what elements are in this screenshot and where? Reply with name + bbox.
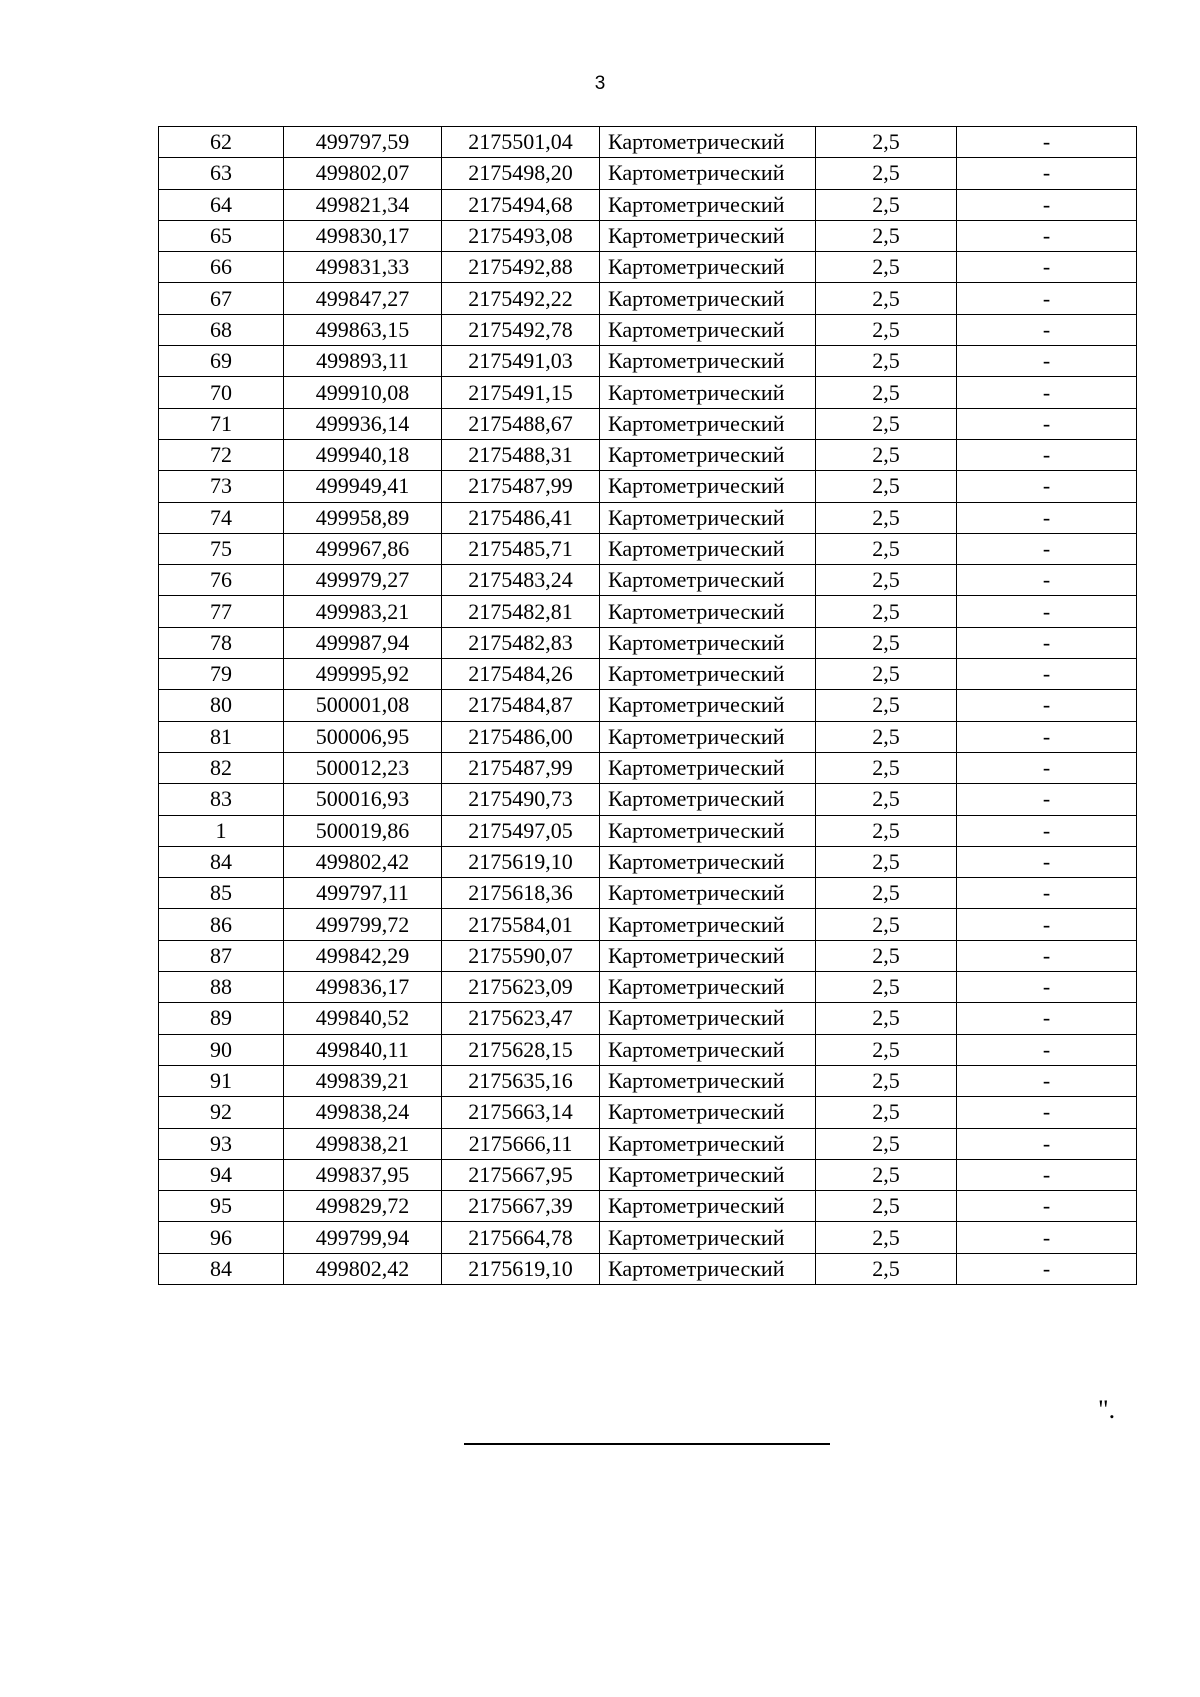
x-coordinate-cell: 499983,21 (284, 596, 442, 627)
method-cell: Картометрический (600, 252, 816, 283)
description-cell: - (957, 721, 1137, 752)
description-cell: - (957, 690, 1137, 721)
point-number-cell: 91 (159, 1065, 284, 1096)
y-coordinate-cell: 2175618,36 (442, 878, 600, 909)
x-coordinate-cell: 499949,41 (284, 471, 442, 502)
y-coordinate-cell: 2175482,81 (442, 596, 600, 627)
method-cell: Картометрический (600, 846, 816, 877)
description-cell: - (957, 346, 1137, 377)
x-coordinate-cell: 500012,23 (284, 752, 442, 783)
y-coordinate-cell: 2175488,31 (442, 439, 600, 470)
point-number-cell: 88 (159, 972, 284, 1003)
point-number-cell: 79 (159, 659, 284, 690)
point-number-cell: 84 (159, 846, 284, 877)
x-coordinate-cell: 500016,93 (284, 784, 442, 815)
table-row (159, 846, 1137, 877)
description-cell: - (957, 283, 1137, 314)
table-row (159, 815, 1137, 846)
accuracy-cell: 2,5 (816, 252, 957, 283)
accuracy-cell: 2,5 (816, 815, 957, 846)
y-coordinate-cell: 2175484,87 (442, 690, 600, 721)
y-coordinate-cell: 2175484,26 (442, 659, 600, 690)
accuracy-cell: 2,5 (816, 1191, 957, 1222)
table-row (159, 1034, 1137, 1065)
point-number-cell: 90 (159, 1034, 284, 1065)
y-coordinate-cell: 2175628,15 (442, 1034, 600, 1065)
method-cell: Картометрический (600, 283, 816, 314)
table-row (159, 721, 1137, 752)
x-coordinate-cell: 499829,72 (284, 1191, 442, 1222)
accuracy-cell: 2,5 (816, 533, 957, 564)
x-coordinate-cell: 499838,24 (284, 1097, 442, 1128)
description-cell: - (957, 815, 1137, 846)
x-coordinate-cell: 499821,34 (284, 189, 442, 220)
accuracy-cell: 2,5 (816, 940, 957, 971)
accuracy-cell: 2,5 (816, 377, 957, 408)
point-number-cell: 73 (159, 471, 284, 502)
point-number-cell: 71 (159, 408, 284, 439)
x-coordinate-cell: 500019,86 (284, 815, 442, 846)
description-cell: - (957, 1222, 1137, 1253)
point-number-cell: 94 (159, 1159, 284, 1190)
y-coordinate-cell: 2175492,22 (442, 283, 600, 314)
y-coordinate-cell: 2175487,99 (442, 471, 600, 502)
point-number-cell: 92 (159, 1097, 284, 1128)
accuracy-cell: 2,5 (816, 189, 957, 220)
table-row (159, 940, 1137, 971)
accuracy-cell: 2,5 (816, 1222, 957, 1253)
table-row (159, 909, 1137, 940)
point-number-cell: 81 (159, 721, 284, 752)
end-rule (464, 1443, 830, 1445)
accuracy-cell: 2,5 (816, 471, 957, 502)
point-number-cell: 62 (159, 127, 284, 158)
x-coordinate-cell: 499979,27 (284, 565, 442, 596)
x-coordinate-cell: 499967,86 (284, 533, 442, 564)
x-coordinate-cell: 499936,14 (284, 408, 442, 439)
description-cell: - (957, 1253, 1137, 1284)
accuracy-cell: 2,5 (816, 439, 957, 470)
table-row (159, 1003, 1137, 1034)
point-number-cell: 72 (159, 439, 284, 470)
method-cell: Картометрический (600, 565, 816, 596)
method-cell: Картометрический (600, 127, 816, 158)
method-cell: Картометрический (600, 940, 816, 971)
y-coordinate-cell: 2175664,78 (442, 1222, 600, 1253)
x-coordinate-cell: 499995,92 (284, 659, 442, 690)
description-cell: - (957, 158, 1137, 189)
description-cell: - (957, 846, 1137, 877)
description-cell: - (957, 878, 1137, 909)
y-coordinate-cell: 2175619,10 (442, 1253, 600, 1284)
accuracy-cell: 2,5 (816, 1065, 957, 1096)
table-row (159, 502, 1137, 533)
y-coordinate-cell: 2175488,67 (442, 408, 600, 439)
table-row (159, 533, 1137, 564)
method-cell: Картометрический (600, 878, 816, 909)
description-cell: - (957, 1191, 1137, 1222)
table-row (159, 220, 1137, 251)
description-cell: - (957, 565, 1137, 596)
point-number-cell: 63 (159, 158, 284, 189)
description-cell: - (957, 189, 1137, 220)
description-cell: - (957, 1097, 1137, 1128)
point-number-cell: 67 (159, 283, 284, 314)
x-coordinate-cell: 499893,11 (284, 346, 442, 377)
table-row (159, 972, 1137, 1003)
description-cell: - (957, 596, 1137, 627)
accuracy-cell: 2,5 (816, 283, 957, 314)
y-coordinate-cell: 2175667,39 (442, 1191, 600, 1222)
x-coordinate-cell: 499837,95 (284, 1159, 442, 1190)
x-coordinate-cell: 499910,08 (284, 377, 442, 408)
y-coordinate-cell: 2175490,73 (442, 784, 600, 815)
method-cell: Картометрический (600, 1253, 816, 1284)
table-row (159, 252, 1137, 283)
table-row (159, 189, 1137, 220)
description-cell: - (957, 533, 1137, 564)
y-coordinate-cell: 2175491,15 (442, 377, 600, 408)
method-cell: Картометрический (600, 189, 816, 220)
method-cell: Картометрический (600, 1065, 816, 1096)
x-coordinate-cell: 499847,27 (284, 283, 442, 314)
description-cell: - (957, 972, 1137, 1003)
table-row (159, 377, 1137, 408)
point-number-cell: 75 (159, 533, 284, 564)
point-number-cell: 95 (159, 1191, 284, 1222)
x-coordinate-cell: 499802,42 (284, 1253, 442, 1284)
method-cell: Картометрический (600, 909, 816, 940)
y-coordinate-cell: 2175494,68 (442, 189, 600, 220)
x-coordinate-cell: 499987,94 (284, 627, 442, 658)
table-row (159, 596, 1137, 627)
method-cell: Картометрический (600, 690, 816, 721)
x-coordinate-cell: 499802,07 (284, 158, 442, 189)
method-cell: Картометрический (600, 158, 816, 189)
point-number-cell: 77 (159, 596, 284, 627)
accuracy-cell: 2,5 (816, 659, 957, 690)
table-row (159, 659, 1137, 690)
description-cell: - (957, 220, 1137, 251)
accuracy-cell: 2,5 (816, 627, 957, 658)
description-cell: - (957, 252, 1137, 283)
accuracy-cell: 2,5 (816, 690, 957, 721)
table-row (159, 1065, 1137, 1096)
method-cell: Картометрический (600, 220, 816, 251)
point-number-cell: 82 (159, 752, 284, 783)
method-cell: Картометрический (600, 1159, 816, 1190)
accuracy-cell: 2,5 (816, 346, 957, 377)
y-coordinate-cell: 2175623,09 (442, 972, 600, 1003)
x-coordinate-cell: 499836,17 (284, 972, 442, 1003)
accuracy-cell: 2,5 (816, 846, 957, 877)
table-row (159, 158, 1137, 189)
description-cell: - (957, 1034, 1137, 1065)
accuracy-cell: 2,5 (816, 565, 957, 596)
method-cell: Картометрический (600, 502, 816, 533)
description-cell: - (957, 940, 1137, 971)
point-number-cell: 89 (159, 1003, 284, 1034)
x-coordinate-cell: 499940,18 (284, 439, 442, 470)
y-coordinate-cell: 2175492,78 (442, 314, 600, 345)
method-cell: Картометрический (600, 721, 816, 752)
table-row (159, 346, 1137, 377)
table-row (159, 439, 1137, 470)
table-row (159, 127, 1137, 158)
accuracy-cell: 2,5 (816, 721, 957, 752)
point-number-cell: 68 (159, 314, 284, 345)
description-cell: - (957, 1003, 1137, 1034)
y-coordinate-cell: 2175482,83 (442, 627, 600, 658)
method-cell: Картометрический (600, 408, 816, 439)
x-coordinate-cell: 499831,33 (284, 252, 442, 283)
point-number-cell: 70 (159, 377, 284, 408)
table-row (159, 752, 1137, 783)
method-cell: Картометрический (600, 314, 816, 345)
accuracy-cell: 2,5 (816, 1003, 957, 1034)
description-cell: - (957, 471, 1137, 502)
page-number: 3 (594, 73, 606, 94)
method-cell: Картометрический (600, 596, 816, 627)
point-number-cell: 93 (159, 1128, 284, 1159)
accuracy-cell: 2,5 (816, 314, 957, 345)
x-coordinate-cell: 499840,52 (284, 1003, 442, 1034)
accuracy-cell: 2,5 (816, 1159, 957, 1190)
y-coordinate-cell: 2175497,05 (442, 815, 600, 846)
y-coordinate-cell: 2175492,88 (442, 252, 600, 283)
point-number-cell: 83 (159, 784, 284, 815)
method-cell: Картометрический (600, 471, 816, 502)
x-coordinate-cell: 499958,89 (284, 502, 442, 533)
y-coordinate-cell: 2175487,99 (442, 752, 600, 783)
y-coordinate-cell: 2175667,95 (442, 1159, 600, 1190)
method-cell: Картометрический (600, 439, 816, 470)
point-number-cell: 64 (159, 189, 284, 220)
point-number-cell: 87 (159, 940, 284, 971)
method-cell: Картометрический (600, 627, 816, 658)
accuracy-cell: 2,5 (816, 972, 957, 1003)
x-coordinate-cell: 499840,11 (284, 1034, 442, 1065)
description-cell: - (957, 439, 1137, 470)
accuracy-cell: 2,5 (816, 1128, 957, 1159)
table-row (159, 878, 1137, 909)
table-row (159, 1097, 1137, 1128)
x-coordinate-cell: 499838,21 (284, 1128, 442, 1159)
accuracy-cell: 2,5 (816, 158, 957, 189)
description-cell: - (957, 377, 1137, 408)
description-cell: - (957, 408, 1137, 439)
y-coordinate-cell: 2175501,04 (442, 127, 600, 158)
method-cell: Картометрический (600, 1222, 816, 1253)
description-cell: - (957, 627, 1137, 658)
table-row (159, 408, 1137, 439)
method-cell: Картометрический (600, 752, 816, 783)
description-cell: - (957, 127, 1137, 158)
coordinates-table (158, 126, 1137, 1285)
method-cell: Картометрический (600, 659, 816, 690)
method-cell: Картометрический (600, 1003, 816, 1034)
point-number-cell: 74 (159, 502, 284, 533)
x-coordinate-cell: 499802,42 (284, 846, 442, 877)
y-coordinate-cell: 2175485,71 (442, 533, 600, 564)
accuracy-cell: 2,5 (816, 220, 957, 251)
point-number-cell: 84 (159, 1253, 284, 1284)
x-coordinate-cell: 500006,95 (284, 721, 442, 752)
table-row (159, 314, 1137, 345)
y-coordinate-cell: 2175493,08 (442, 220, 600, 251)
table-row (159, 784, 1137, 815)
y-coordinate-cell: 2175486,41 (442, 502, 600, 533)
table-row (159, 690, 1137, 721)
y-coordinate-cell: 2175584,01 (442, 909, 600, 940)
accuracy-cell: 2,5 (816, 784, 957, 815)
accuracy-cell: 2,5 (816, 878, 957, 909)
table-row (159, 1159, 1137, 1190)
y-coordinate-cell: 2175483,24 (442, 565, 600, 596)
y-coordinate-cell: 2175486,00 (442, 721, 600, 752)
x-coordinate-cell: 499797,59 (284, 127, 442, 158)
method-cell: Картометрический (600, 533, 816, 564)
description-cell: - (957, 1159, 1137, 1190)
point-number-cell: 69 (159, 346, 284, 377)
method-cell: Картометрический (600, 377, 816, 408)
method-cell: Картометрический (600, 815, 816, 846)
table-row (159, 627, 1137, 658)
y-coordinate-cell: 2175623,47 (442, 1003, 600, 1034)
method-cell: Картометрический (600, 784, 816, 815)
method-cell: Картометрический (600, 346, 816, 377)
point-number-cell: 76 (159, 565, 284, 596)
point-number-cell: 96 (159, 1222, 284, 1253)
x-coordinate-cell: 499842,29 (284, 940, 442, 971)
accuracy-cell: 2,5 (816, 127, 957, 158)
description-cell: - (957, 909, 1137, 940)
description-cell: - (957, 784, 1137, 815)
y-coordinate-cell: 2175491,03 (442, 346, 600, 377)
point-number-cell: 1 (159, 815, 284, 846)
y-coordinate-cell: 2175663,14 (442, 1097, 600, 1128)
description-cell: - (957, 1065, 1137, 1096)
method-cell: Картометрический (600, 1191, 816, 1222)
y-coordinate-cell: 2175498,20 (442, 158, 600, 189)
closing-quote: ". (1098, 1395, 1116, 1424)
table-row (159, 1222, 1137, 1253)
accuracy-cell: 2,5 (816, 752, 957, 783)
description-cell: - (957, 659, 1137, 690)
table-row (159, 1128, 1137, 1159)
point-number-cell: 85 (159, 878, 284, 909)
accuracy-cell: 2,5 (816, 596, 957, 627)
point-number-cell: 86 (159, 909, 284, 940)
x-coordinate-cell: 499830,17 (284, 220, 442, 251)
x-coordinate-cell: 499799,72 (284, 909, 442, 940)
x-coordinate-cell: 500001,08 (284, 690, 442, 721)
method-cell: Картометрический (600, 1034, 816, 1065)
accuracy-cell: 2,5 (816, 909, 957, 940)
accuracy-cell: 2,5 (816, 502, 957, 533)
description-cell: - (957, 1128, 1137, 1159)
y-coordinate-cell: 2175619,10 (442, 846, 600, 877)
point-number-cell: 66 (159, 252, 284, 283)
y-coordinate-cell: 2175666,11 (442, 1128, 600, 1159)
table-row (159, 565, 1137, 596)
accuracy-cell: 2,5 (816, 408, 957, 439)
point-number-cell: 78 (159, 627, 284, 658)
table-row (159, 471, 1137, 502)
table-row (159, 283, 1137, 314)
method-cell: Картометрический (600, 1128, 816, 1159)
table-row (159, 1253, 1137, 1284)
x-coordinate-cell: 499863,15 (284, 314, 442, 345)
point-number-cell: 80 (159, 690, 284, 721)
description-cell: - (957, 752, 1137, 783)
point-number-cell: 65 (159, 220, 284, 251)
description-cell: - (957, 502, 1137, 533)
x-coordinate-cell: 499799,94 (284, 1222, 442, 1253)
x-coordinate-cell: 499839,21 (284, 1065, 442, 1096)
accuracy-cell: 2,5 (816, 1034, 957, 1065)
method-cell: Картометрический (600, 1097, 816, 1128)
y-coordinate-cell: 2175590,07 (442, 940, 600, 971)
method-cell: Картометрический (600, 972, 816, 1003)
x-coordinate-cell: 499797,11 (284, 878, 442, 909)
accuracy-cell: 2,5 (816, 1253, 957, 1284)
table-row (159, 1191, 1137, 1222)
accuracy-cell: 2,5 (816, 1097, 957, 1128)
description-cell: - (957, 314, 1137, 345)
y-coordinate-cell: 2175635,16 (442, 1065, 600, 1096)
coordinates-table-body (159, 127, 1137, 1285)
